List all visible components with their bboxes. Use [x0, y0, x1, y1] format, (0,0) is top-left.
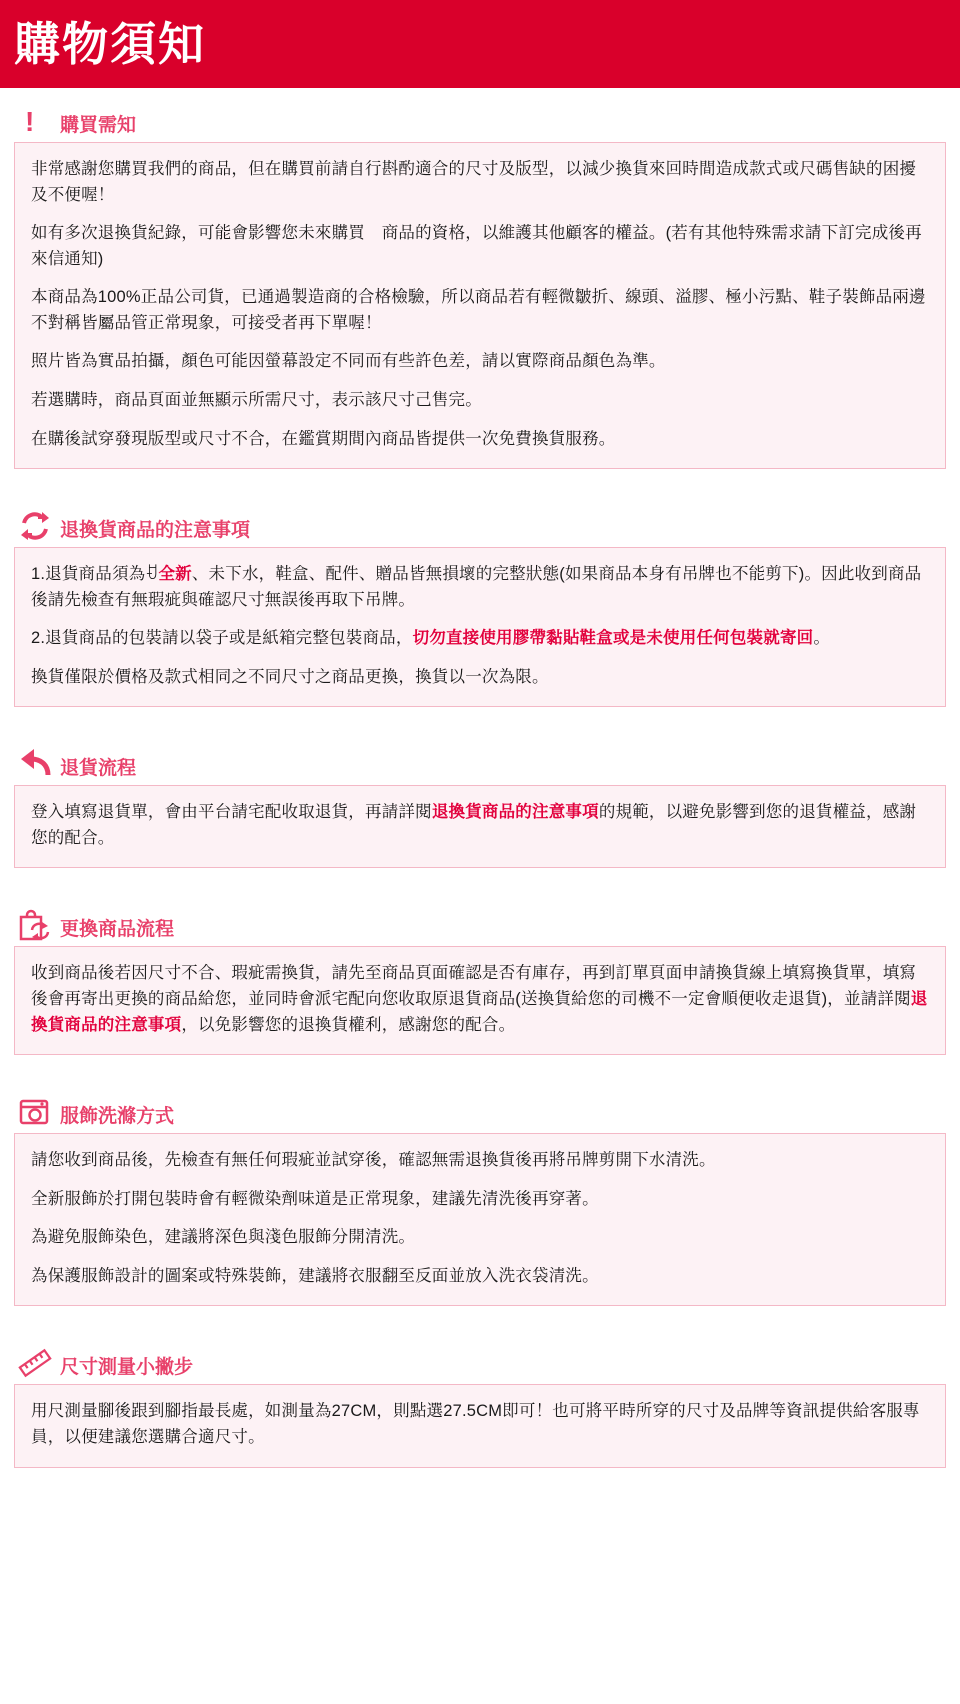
section-body: [14, 1384, 946, 1467]
shopping-bag-exchange-icon: [18, 908, 52, 942]
return-arrow-icon: [18, 747, 52, 781]
paragraph: 如有多次退換貨紀錄，可能會影響您未來購買 商品的資格，以維護其他顧客的權益。(若有其他特殊需求請下訂完成後再來信通知): [31, 224, 922, 268]
highlight-text: 切勿直接使用膠帶黏貼鞋盒或是未使用任何包裝就寄回: [412, 629, 814, 648]
text-run: 。: [813, 629, 831, 648]
section-body: [14, 142, 946, 469]
section-title: 服飾洗滌方式: [60, 1106, 175, 1128]
section-gap: [0, 1474, 960, 1492]
section-return-process: [0, 731, 960, 868]
exclamation-icon: [18, 104, 52, 138]
paragraph: [31, 800, 929, 851]
section-purchase-notes: [0, 88, 960, 469]
highlight-text: 退換貨商品的注意事項: [431, 803, 599, 822]
section-gap: [0, 475, 960, 493]
section-exchange-process: [0, 892, 960, 1055]
section-title: 尺寸測量小撇步: [60, 1357, 194, 1379]
highlight-text: 全新: [158, 565, 192, 584]
section-gap: [0, 1061, 960, 1079]
section-title: 購買需知: [60, 115, 137, 136]
section-return-exchange-notes: [0, 493, 960, 707]
section-gap: [0, 713, 960, 731]
paragraph: 在購後試穿發現版型或尺寸不合，在鑑賞期間內商品皆提供一次免費換貨服務。: [31, 429, 616, 448]
paragraph: [31, 626, 929, 652]
section-body: [14, 785, 946, 868]
paragraph: 為保護服飾設計的圖案或特殊裝飾，建議將衣服翻至反面並放入洗衣袋清洗。: [31, 1266, 599, 1285]
text-run: 換貨僅限於價格及款式相同之不同尺寸之商品更換，換貨以一次為限。: [31, 667, 549, 686]
svg-text:!: !: [25, 106, 35, 137]
paragraph: 本商品為100%正品公司貨，已通過製造商的合格檢驗，所以商品若有輕微皺折、線頭、溢膠、極小污點、鞋子裝飾品兩邊不對稱皆屬品管正常現象，可接受者再下單喔！: [31, 288, 926, 332]
ruler-icon: [18, 1346, 52, 1380]
text-run: 的規範，以避免影響到您的退貨權益，感謝您的配合。: [31, 803, 917, 847]
paragraph: [31, 562, 929, 613]
washing-machine-icon: [18, 1095, 52, 1129]
text-run: 2.退貨商品的包裝請以袋子或是紙箱完整包裝商品，: [31, 629, 413, 648]
section-header: [14, 493, 946, 547]
page-banner: [0, 0, 960, 88]
page-title: 購物須知: [14, 18, 206, 70]
paragraph: 非常感謝您購買我們的商品，但在購買前請自行斟酌適合的尺寸及版型，以減少換貨來回時間造成款式或尺碼售缺的困擾及不便喔！: [31, 160, 917, 204]
section-size-measure-tips: [0, 1330, 960, 1467]
text-run: 1.退貨商品須為ꀀ: [31, 565, 159, 584]
section-body: [14, 1133, 946, 1306]
text-run: 登入填寫退貨單，會由平台請宅配收取退貨，再請詳閱: [31, 803, 432, 822]
section-body: [14, 547, 946, 707]
paragraph: 照片皆為實品拍攝，顏色可能因螢幕設定不同而有些許色差，請以實際商品顏色為準。: [31, 352, 666, 371]
section-gap: [0, 874, 960, 892]
paragraph: 請您收到商品後，先檢查有無任何瑕疵並試穿後，確認無需退換貨後再將吊牌剪開下水清洗。: [31, 1151, 716, 1170]
text-run: 、未下水，鞋盒、配件、贈品皆無損壞的完整狀態(如果商品本身有吊牌也不能剪下)。因此收到商品後請先檢查有無瑕疵與確認尺寸無誤後再取下吊牌。: [31, 565, 922, 609]
section-title: 退換貨商品的注意事項: [60, 520, 251, 542]
section-washing-instructions: [0, 1079, 960, 1306]
text-run: ，以免影響您的退換貨權利，感謝您的配合。: [181, 1015, 516, 1034]
section-title: 更換商品流程: [60, 919, 175, 941]
section-header: [14, 88, 946, 142]
paragraph: 為避免服飾染色，建議將深色與淺色服飾分開清洗。: [31, 1228, 416, 1247]
paragraph: [31, 961, 929, 1038]
paragraph: [31, 665, 929, 691]
section-header: [14, 731, 946, 785]
paragraph: 若選購時，商品頁面並無顯示所需尺寸，表示該尺寸己售完。: [31, 390, 482, 409]
section-title: 退貨流程: [60, 758, 137, 780]
paragraph: 用尺測量腳後跟到腳指最長處，如測量為27CM，則點選27.5CM即可！也可將平時所穿的尺寸及品牌等資訊提供給客服專員，以便建議您選購合適尺寸。: [31, 1402, 920, 1446]
section-header: [14, 1079, 946, 1133]
section-gap: [0, 1312, 960, 1330]
paragraph: 全新服飾於打開包裝時會有輕微染劑味道是正常現象，建議先清洗後再穿著。: [31, 1189, 599, 1208]
section-header: [14, 892, 946, 946]
refresh-arrows-icon: [18, 509, 52, 543]
text-run: 收到商品後若因尺寸不合、瑕疵需換貨，請先至商品頁面確認是否有庫存，再到訂單頁面申請換貨線上填寫換貨單，填寫後會再寄出更換的商品給您，並同時會派宅配向您收取原退貨商品(送換貨給您的司機不一定會順便收走退貨)，並請詳閱: [31, 964, 917, 1008]
section-body: [14, 946, 946, 1055]
section-header: [14, 1330, 946, 1384]
highlight-text: 退換貨商品的注意事項: [31, 990, 928, 1034]
